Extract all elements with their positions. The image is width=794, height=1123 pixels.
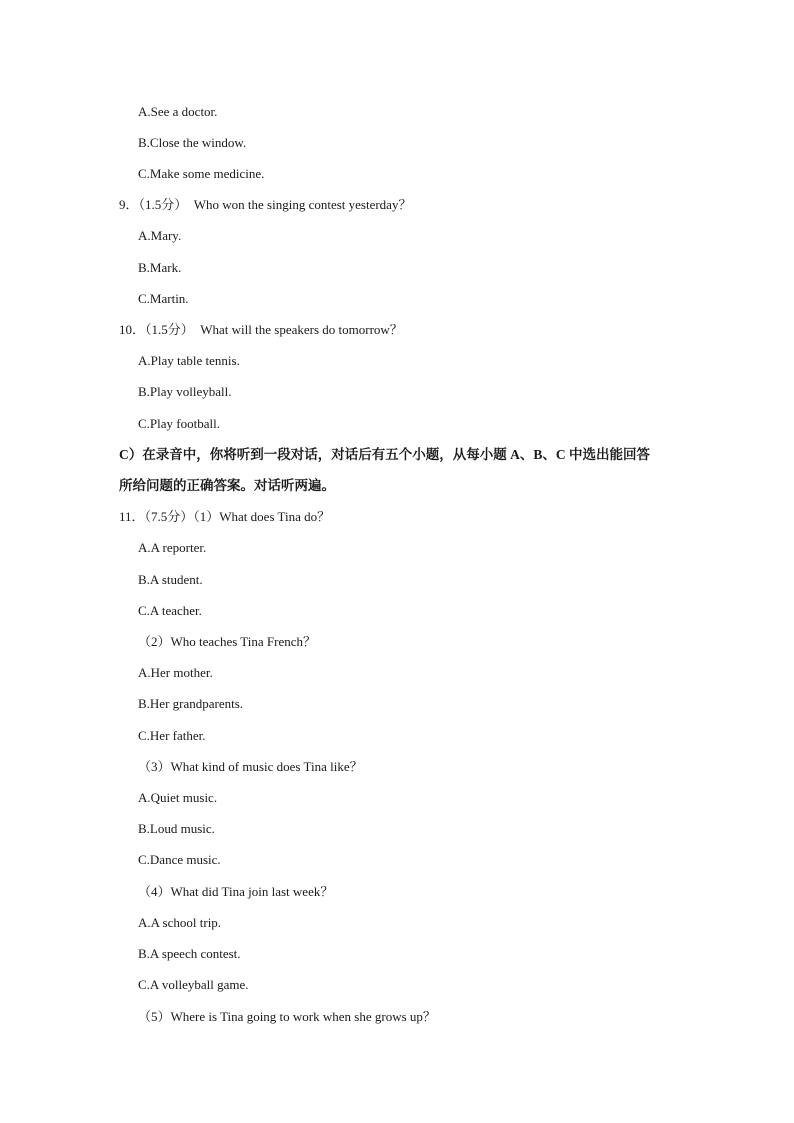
question-10: 10．（1.5分） What will the speakers do tomorrow？ xyxy=(119,322,403,337)
q11-2-option-a: A.Her mother. xyxy=(138,665,213,680)
q10-option-c: C.Play football. xyxy=(138,416,220,431)
q8-option-c: C.Make some medicine. xyxy=(138,166,265,181)
q11-1-option-a: A.A reporter. xyxy=(138,540,207,555)
q10-option-b: B.Play volleyball. xyxy=(138,384,232,399)
q11-1-option-c: C.A teacher. xyxy=(138,603,202,618)
question-11-part-5: （5）Where is Tina going to work when she grows up？ xyxy=(138,1009,436,1024)
question-11-part-2: （2）Who teaches Tina French？ xyxy=(138,634,317,649)
q9-option-b: B.Mark. xyxy=(138,260,182,275)
section-c-instructions-cont: 所给问题的正确答案。对话听两遍。 xyxy=(119,478,335,493)
q11-4-option-b: B.A speech contest. xyxy=(138,946,241,961)
q11-3-option-b: B.Loud music. xyxy=(138,821,215,836)
q9-option-a: A.Mary. xyxy=(138,228,182,243)
q11-3-option-a: A.Quiet music. xyxy=(138,790,218,805)
q10-option-a: A.Play table tennis. xyxy=(138,353,240,368)
q8-option-b: B.Close the window. xyxy=(138,135,247,150)
question-9: 9．（1.5分） Who won the singing contest yesterday？ xyxy=(119,197,412,212)
q9-option-c: C.Martin. xyxy=(138,291,189,306)
question-11-part-3: （3）What kind of music does Tina like？ xyxy=(138,759,363,774)
q11-2-option-c: C.Her father. xyxy=(138,728,206,743)
q11-4-option-a: A.A school trip. xyxy=(138,915,222,930)
q11-2-option-b: B.Her grandparents. xyxy=(138,696,244,711)
section-c-instructions: C）在录音中，你将听到一段对话，对话后有五个小题，从每小题 A、B、C 中选出能回答 xyxy=(119,447,651,462)
q11-4-option-c: C.A volleyball game. xyxy=(138,977,249,992)
question-11-part-1: 11．（7.5分）（1）What does Tina do？ xyxy=(119,509,331,524)
q11-3-option-c: C.Dance music. xyxy=(138,852,221,867)
q11-1-option-b: B.A student. xyxy=(138,572,203,587)
q8-option-a: A.See a doctor. xyxy=(138,104,218,119)
question-11-part-4: （4）What did Tina join last week？ xyxy=(138,884,334,899)
